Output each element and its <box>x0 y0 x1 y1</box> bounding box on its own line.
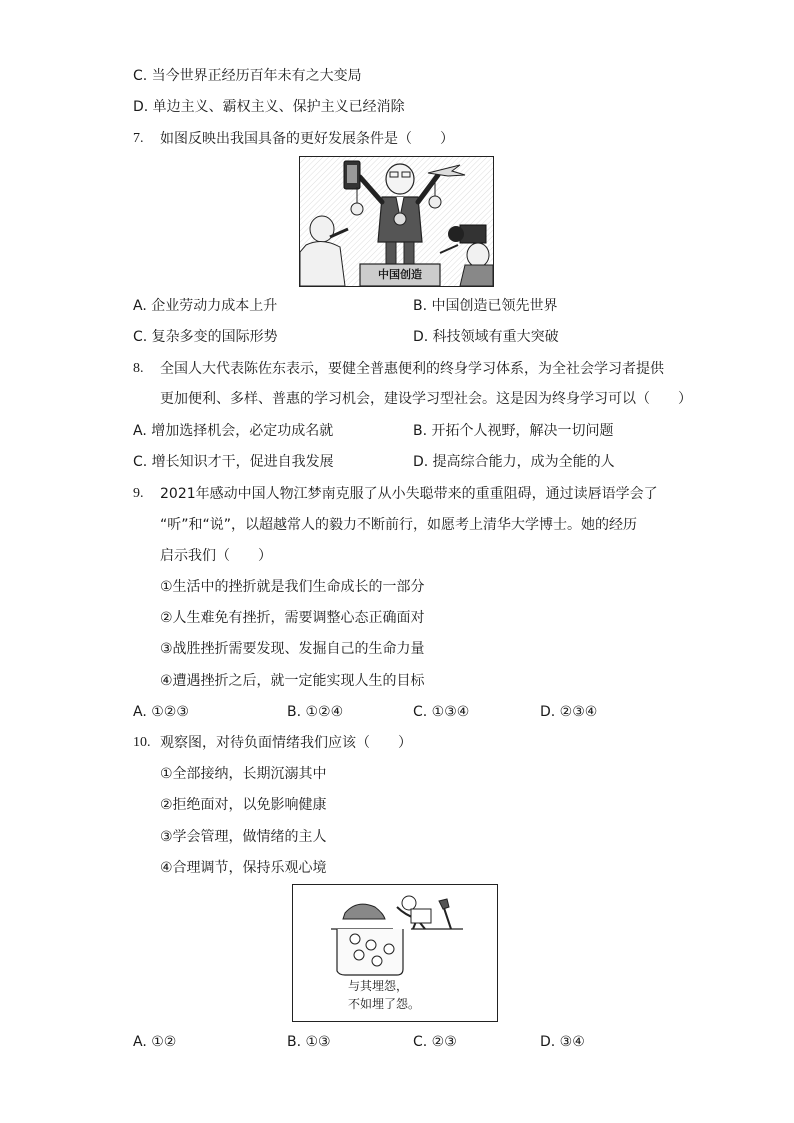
q9-stem-line3: 启示我们（ ） <box>160 548 272 564</box>
q9-item-2: ②人生难免有挫折，需要调整心态正确面对 <box>160 610 425 626</box>
q6-option-d: D. 单边主义、霸权主义、保护主义已经消除 <box>133 99 405 115</box>
q8-stem-line1: 全国人大代表陈佐东表示，要健全普惠便利的终身学习体系，为全社会学习者提供 <box>160 361 664 377</box>
q9-number: 9. <box>133 486 144 501</box>
q10-number: 10. <box>133 735 151 750</box>
q10-option-b: B. ①③ <box>287 1034 331 1050</box>
q8-option-a: A. 增加选择机会，必定功成名就 <box>133 423 334 439</box>
q7-stem: 如图反映出我国具备的更好发展条件是（ ） <box>160 131 454 147</box>
q9-option-b: B. ①②④ <box>287 704 344 720</box>
q7-figure-caption: 中国创造 <box>378 268 422 281</box>
q9-option-d: D. ②③④ <box>540 704 598 720</box>
q10-stem: 观察图，对待负面情绪我们应该（ ） <box>160 735 412 751</box>
q9-item-4: ④遭遇挫折之后，就一定能实现人生的目标 <box>160 673 425 689</box>
q10-cartoon-figure <box>292 884 498 1022</box>
q9-option-c: C. ①③④ <box>413 704 470 720</box>
q10-option-a: A. ①② <box>133 1034 177 1050</box>
q10-item-2: ②拒绝面对，以免影响健康 <box>160 797 327 813</box>
q8-number: 8. <box>133 361 144 376</box>
q9-option-a: A. ①②③ <box>133 704 189 720</box>
q8-option-c: C. 增长知识才干，促进自我发展 <box>133 454 334 470</box>
q7-cartoon-figure <box>299 156 494 287</box>
q8-stem-line2: 更加便利、多样、普惠的学习机会，建设学习型社会。这是因为终身学习可以（ ） <box>160 391 692 407</box>
q9-item-1: ①生活中的挫折就是我们生命成长的一部分 <box>160 579 425 595</box>
q7-option-b: B. 中国创造已领先世界 <box>413 298 558 314</box>
q9-stem-line1: 2021年感动中国人物江梦南克服了从小失聪带来的重重阻碍，通过读唇语学会了 <box>160 486 658 502</box>
q10-figure-text-line1: 与其埋怨， <box>348 979 409 993</box>
q7-number: 7. <box>133 131 144 146</box>
q8-option-b: B. 开拓个人视野，解决一切问题 <box>413 423 614 439</box>
q10-option-d: D. ③④ <box>540 1034 585 1050</box>
q10-item-1: ①全部接纳，长期沉溺其中 <box>160 766 327 782</box>
q8-option-d: D. 提高综合能力，成为全能的人 <box>413 454 615 470</box>
q10-item-3: ③学会管理，做情绪的主人 <box>160 829 327 845</box>
q7-option-c: C. 复杂多变的国际形势 <box>133 329 278 345</box>
q9-item-3: ③战胜挫折需要发现、发掘自己的生命力量 <box>160 641 425 657</box>
q7-option-a: A. 企业劳动力成本上升 <box>133 298 278 314</box>
q10-item-4: ④合理调节，保持乐观心境 <box>160 860 327 876</box>
q7-option-d: D. 科技领域有重大突破 <box>413 329 559 345</box>
q9-stem-line2: “听”和“说”，以超越常人的毅力不断前行，如愿考上清华大学博士。她的经历 <box>160 517 638 533</box>
q10-figure-text-line2: 不如埋了怨。 <box>348 997 421 1011</box>
q10-option-c: C. ②③ <box>413 1034 457 1050</box>
q6-option-c: C. 当今世界正经历百年未有之大变局 <box>133 68 362 84</box>
